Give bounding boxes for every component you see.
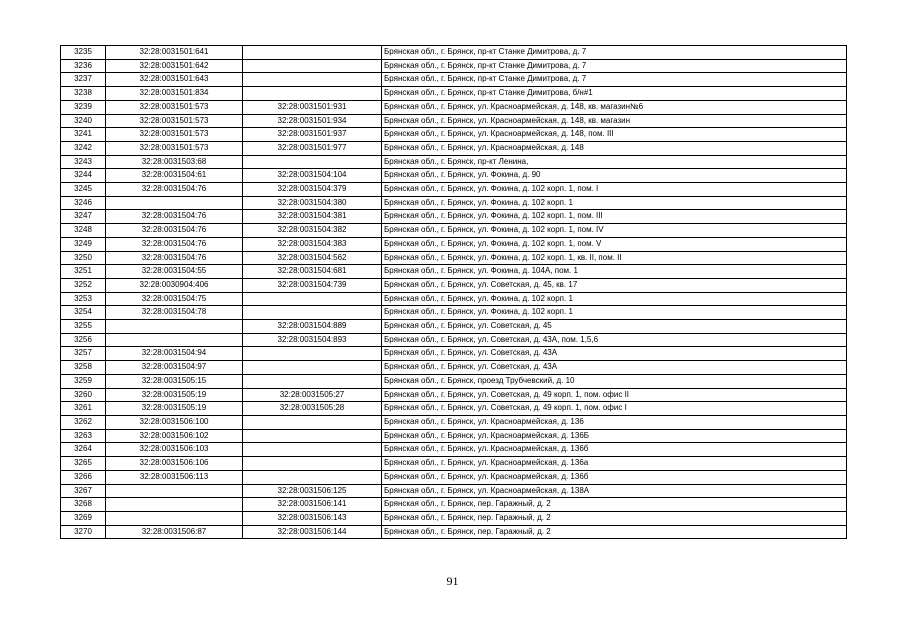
- table-row: [61, 443, 847, 457]
- address-cell: Брянская обл., г. Брянск, ул. Красноармейская, д. 138А: [382, 484, 847, 498]
- address-cell: Брянская обл., г. Брянск, ул. Фокина, д. 102 корп. 1: [382, 196, 847, 210]
- cadastral-number-cell: [106, 320, 243, 334]
- object-cadastral-number-cell: 32:28:0031504:383: [243, 237, 382, 251]
- table-row: [61, 114, 847, 128]
- cadastral-number-cell: 32:28:0031504:97: [106, 361, 243, 375]
- address-cell: Брянская обл., г. Брянск, ул. Красноармейская, д. 136б: [382, 470, 847, 484]
- table-row: [61, 292, 847, 306]
- address-cell: Брянская обл., г. Брянск, пр-кт Ленина,: [382, 155, 847, 169]
- row-number-cell: 3262: [61, 415, 106, 429]
- object-cadastral-number-cell: [243, 46, 382, 60]
- page-number: 91: [446, 574, 459, 588]
- table-row: [61, 155, 847, 169]
- row-number-cell: 3248: [61, 224, 106, 238]
- object-cadastral-number-cell: 32:28:0031505:27: [243, 388, 382, 402]
- address-cell: Брянская обл., г. Брянск, ул. Красноармейская, д. 148, кв. магазин№6: [382, 100, 847, 114]
- object-cadastral-number-cell: [243, 87, 382, 101]
- cadastral-number-cell: [106, 511, 243, 525]
- cadastral-number-cell: 32:28:0031501:573: [106, 141, 243, 155]
- object-cadastral-number-cell: 32:28:0031501:977: [243, 141, 382, 155]
- object-cadastral-number-cell: [243, 415, 382, 429]
- table-row: [61, 484, 847, 498]
- address-cell: Брянская обл., г. Брянск, пр-кт Станке Димитрова, д. 7: [382, 73, 847, 87]
- object-cadastral-number-cell: 32:28:0031501:931: [243, 100, 382, 114]
- registry-table-body: [61, 46, 847, 539]
- object-cadastral-number-cell: [243, 155, 382, 169]
- address-cell: Брянская обл., г. Брянск, проезд Трубчевский, д. 10: [382, 374, 847, 388]
- address-cell: Брянская обл., г. Брянск, пр-кт Станке Димитрова, д. 7: [382, 46, 847, 60]
- table-row: [61, 237, 847, 251]
- cadastral-number-cell: 32:28:0031506:102: [106, 429, 243, 443]
- object-cadastral-number-cell: 32:28:0031504:382: [243, 224, 382, 238]
- row-number-cell: 3264: [61, 443, 106, 457]
- table-row: [61, 333, 847, 347]
- address-cell: Брянская обл., г. Брянск, ул. Фокина, д. 102 корп. 1, пом. III: [382, 210, 847, 224]
- object-cadastral-number-cell: 32:28:0031504:681: [243, 265, 382, 279]
- row-number-cell: 3259: [61, 374, 106, 388]
- table-row: [61, 429, 847, 443]
- object-cadastral-number-cell: [243, 59, 382, 73]
- address-cell: Брянская обл., г. Брянск, ул. Красноармейская, д. 148, пом. III: [382, 128, 847, 142]
- cadastral-number-cell: 32:28:0031501:642: [106, 59, 243, 73]
- row-number-cell: 3251: [61, 265, 106, 279]
- row-number-cell: 3245: [61, 183, 106, 197]
- table-row: [61, 402, 847, 416]
- table-row: [61, 196, 847, 210]
- row-number-cell: 3258: [61, 361, 106, 375]
- address-cell: Брянская обл., г. Брянск, ул. Фокина, д. 102 корп. 1, пом. V: [382, 237, 847, 251]
- cadastral-number-cell: 32:28:0031501:573: [106, 128, 243, 142]
- row-number-cell: 3267: [61, 484, 106, 498]
- address-cell: Брянская обл., г. Брянск, ул. Фокина, д. 90: [382, 169, 847, 183]
- address-cell: Брянская обл., г. Брянск, пр-кт Станке Димитрова, б/н#1: [382, 87, 847, 101]
- row-number-cell: 3253: [61, 292, 106, 306]
- table-row: [61, 470, 847, 484]
- table-row: [61, 183, 847, 197]
- cadastral-number-cell: 32:28:0031506:106: [106, 457, 243, 471]
- row-number-cell: 3240: [61, 114, 106, 128]
- object-cadastral-number-cell: 32:28:0031504:379: [243, 183, 382, 197]
- table-row: [61, 224, 847, 238]
- object-cadastral-number-cell: 32:28:0031501:937: [243, 128, 382, 142]
- cadastral-number-cell: [106, 498, 243, 512]
- object-cadastral-number-cell: 32:28:0031506:125: [243, 484, 382, 498]
- cadastral-number-cell: 32:28:0031501:834: [106, 87, 243, 101]
- table-row: [61, 525, 847, 539]
- cadastral-number-cell: 32:28:0031504:76: [106, 224, 243, 238]
- row-number-cell: 3260: [61, 388, 106, 402]
- address-cell: Брянская обл., г. Брянск, ул. Фокина, д. 104А, пом. 1: [382, 265, 847, 279]
- object-cadastral-number-cell: [243, 457, 382, 471]
- table-row: [61, 306, 847, 320]
- table-row: [61, 87, 847, 101]
- address-cell: Брянская обл., г. Брянск, ул. Советская, д. 43А, пом. 1,5,6: [382, 333, 847, 347]
- row-number-cell: 3263: [61, 429, 106, 443]
- cadastral-number-cell: [106, 196, 243, 210]
- registry-table: [60, 45, 847, 539]
- table-row: [61, 361, 847, 375]
- cadastral-number-cell: 32:28:0031504:76: [106, 210, 243, 224]
- object-cadastral-number-cell: [243, 429, 382, 443]
- row-number-cell: 3265: [61, 457, 106, 471]
- table-row: [61, 169, 847, 183]
- table-row: [61, 278, 847, 292]
- object-cadastral-number-cell: 32:28:0031505:28: [243, 402, 382, 416]
- object-cadastral-number-cell: [243, 374, 382, 388]
- object-cadastral-number-cell: 32:28:0031504:104: [243, 169, 382, 183]
- address-cell: Брянская обл., г. Брянск, ул. Фокина, д. 102 корп. 1, пом. IV: [382, 224, 847, 238]
- table-row: [61, 388, 847, 402]
- row-number-cell: 3261: [61, 402, 106, 416]
- table-row: [61, 141, 847, 155]
- row-number-cell: 3254: [61, 306, 106, 320]
- address-cell: Брянская обл., г. Брянск, ул. Красноармейская, д. 136: [382, 415, 847, 429]
- address-cell: Брянская обл., г. Брянск, ул. Фокина, д. 102 корп. 1, пом. I: [382, 183, 847, 197]
- object-cadastral-number-cell: 32:28:0031506:144: [243, 525, 382, 539]
- address-cell: Брянская обл., г. Брянск, ул. Советская, д. 45, кв. 17: [382, 278, 847, 292]
- table-row: [61, 457, 847, 471]
- object-cadastral-number-cell: [243, 361, 382, 375]
- table-row: [61, 46, 847, 60]
- cadastral-number-cell: 32:28:0031501:641: [106, 46, 243, 60]
- table-row: [61, 320, 847, 334]
- cadastral-number-cell: 32:28:0031504:94: [106, 347, 243, 361]
- row-number-cell: 3270: [61, 525, 106, 539]
- address-cell: Брянская обл., г. Брянск, пр-кт Станке Димитрова, д. 7: [382, 59, 847, 73]
- row-number-cell: 3236: [61, 59, 106, 73]
- object-cadastral-number-cell: [243, 347, 382, 361]
- cadastral-number-cell: 32:28:0031505:15: [106, 374, 243, 388]
- cadastral-number-cell: 32:28:0030904:406: [106, 278, 243, 292]
- address-cell: Брянская обл., г. Брянск, ул. Красноармейская, д. 136Б: [382, 429, 847, 443]
- cadastral-number-cell: [106, 333, 243, 347]
- row-number-cell: 3243: [61, 155, 106, 169]
- object-cadastral-number-cell: [243, 292, 382, 306]
- row-number-cell: 3238: [61, 87, 106, 101]
- table-row: [61, 347, 847, 361]
- cadastral-number-cell: 32:28:0031504:78: [106, 306, 243, 320]
- object-cadastral-number-cell: [243, 470, 382, 484]
- row-number-cell: 3269: [61, 511, 106, 525]
- object-cadastral-number-cell: 32:28:0031504:889: [243, 320, 382, 334]
- address-cell: Брянская обл., г. Брянск, ул. Советская, д. 45: [382, 320, 847, 334]
- object-cadastral-number-cell: 32:28:0031506:141: [243, 498, 382, 512]
- address-cell: Брянская обл., г. Брянск, ул. Советская, д. 43А: [382, 361, 847, 375]
- row-number-cell: 3268: [61, 498, 106, 512]
- row-number-cell: 3237: [61, 73, 106, 87]
- row-number-cell: 3247: [61, 210, 106, 224]
- table-row: [61, 511, 847, 525]
- cadastral-number-cell: 32:28:0031504:76: [106, 183, 243, 197]
- cadastral-number-cell: 32:28:0031504:55: [106, 265, 243, 279]
- address-cell: Брянская обл., г. Брянск, ул. Красноармейская, д. 136а: [382, 457, 847, 471]
- address-cell: Брянская обл., г. Брянск, ул. Советская, д. 49 корп. 1, пом. офис II: [382, 388, 847, 402]
- row-number-cell: 3250: [61, 251, 106, 265]
- address-cell: Брянская обл., г. Брянск, пер. Гаражный, д. 2: [382, 498, 847, 512]
- table-row: [61, 59, 847, 73]
- table-row: [61, 128, 847, 142]
- cadastral-number-cell: 32:28:0031501:573: [106, 114, 243, 128]
- cadastral-number-cell: 32:28:0031504:61: [106, 169, 243, 183]
- object-cadastral-number-cell: [243, 73, 382, 87]
- table-row: [61, 100, 847, 114]
- row-number-cell: 3255: [61, 320, 106, 334]
- row-number-cell: 3256: [61, 333, 106, 347]
- address-cell: Брянская обл., г. Брянск, ул. Красноармейская, д. 148: [382, 141, 847, 155]
- cadastral-number-cell: 32:28:0031501:573: [106, 100, 243, 114]
- object-cadastral-number-cell: 32:28:0031501:934: [243, 114, 382, 128]
- row-number-cell: 3249: [61, 237, 106, 251]
- cadastral-number-cell: 32:28:0031506:103: [106, 443, 243, 457]
- cadastral-number-cell: 32:28:0031501:643: [106, 73, 243, 87]
- address-cell: Брянская обл., г. Брянск, ул. Красноармейская, д. 148, кв. магазин: [382, 114, 847, 128]
- table-row: [61, 265, 847, 279]
- object-cadastral-number-cell: 32:28:0031504:380: [243, 196, 382, 210]
- table-row: [61, 210, 847, 224]
- row-number-cell: 3266: [61, 470, 106, 484]
- address-cell: Брянская обл., г. Брянск, ул. Фокина, д. 102 корп. 1: [382, 292, 847, 306]
- table-row: [61, 251, 847, 265]
- cadastral-number-cell: 32:28:0031504:75: [106, 292, 243, 306]
- cadastral-number-cell: [106, 484, 243, 498]
- object-cadastral-number-cell: 32:28:0031504:893: [243, 333, 382, 347]
- address-cell: Брянская обл., г. Брянск, ул. Фокина, д. 102 корп. 1, кв. II, пом. II: [382, 251, 847, 265]
- address-cell: Брянская обл., г. Брянск, ул. Советская, д. 49 корп. 1, пом. офис I: [382, 402, 847, 416]
- address-cell: Брянская обл., г. Брянск, ул. Фокина, д. 102 корп. 1: [382, 306, 847, 320]
- cadastral-number-cell: 32:28:0031504:76: [106, 237, 243, 251]
- row-number-cell: 3252: [61, 278, 106, 292]
- address-cell: Брянская обл., г. Брянск, ул. Советская, д. 43А: [382, 347, 847, 361]
- cadastral-number-cell: 32:28:0031505:19: [106, 402, 243, 416]
- object-cadastral-number-cell: [243, 443, 382, 457]
- row-number-cell: 3235: [61, 46, 106, 60]
- row-number-cell: 3239: [61, 100, 106, 114]
- row-number-cell: 3242: [61, 141, 106, 155]
- object-cadastral-number-cell: 32:28:0031504:381: [243, 210, 382, 224]
- table-row: [61, 415, 847, 429]
- object-cadastral-number-cell: 32:28:0031504:739: [243, 278, 382, 292]
- cadastral-number-cell: 32:28:0031504:76: [106, 251, 243, 265]
- cadastral-number-cell: 32:28:0031506:113: [106, 470, 243, 484]
- cadastral-number-cell: 32:28:0031505:19: [106, 388, 243, 402]
- address-cell: Брянская обл., г. Брянск, пер. Гаражный, д. 2: [382, 525, 847, 539]
- table-row: [61, 73, 847, 87]
- table-row: [61, 374, 847, 388]
- row-number-cell: 3241: [61, 128, 106, 142]
- row-number-cell: 3257: [61, 347, 106, 361]
- address-cell: Брянская обл., г. Брянск, ул. Красноармейская, д. 136б: [382, 443, 847, 457]
- row-number-cell: 3244: [61, 169, 106, 183]
- cadastral-number-cell: 32:28:0031506:100: [106, 415, 243, 429]
- cadastral-number-cell: 32:28:0031506:87: [106, 525, 243, 539]
- object-cadastral-number-cell: 32:28:0031506:143: [243, 511, 382, 525]
- object-cadastral-number-cell: 32:28:0031504:562: [243, 251, 382, 265]
- row-number-cell: 3246: [61, 196, 106, 210]
- address-cell: Брянская обл., г. Брянск, пер. Гаражный, д. 2: [382, 511, 847, 525]
- cadastral-number-cell: 32:28:0031503:68: [106, 155, 243, 169]
- object-cadastral-number-cell: [243, 306, 382, 320]
- table-row: [61, 498, 847, 512]
